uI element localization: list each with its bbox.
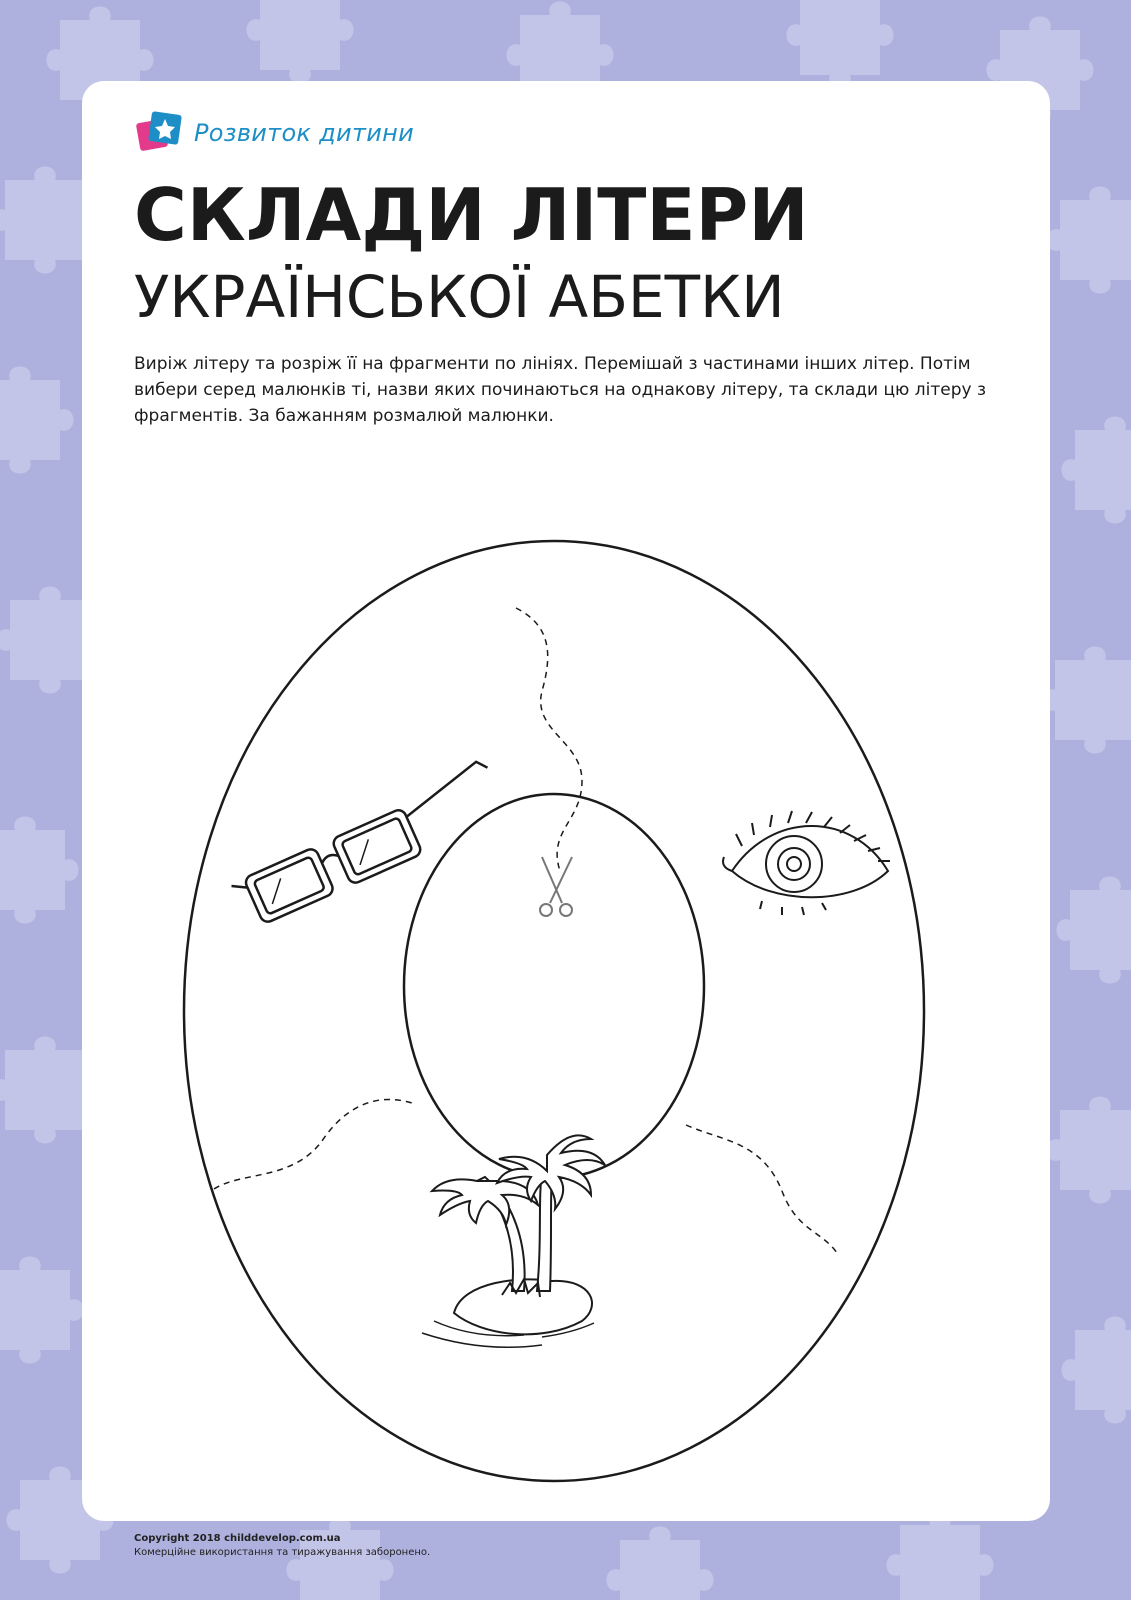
cut-lines bbox=[214, 608, 837, 1253]
letter-o-puzzle bbox=[82, 81, 1050, 1521]
page-title: СКЛАДИ ЛІТЕРИ bbox=[134, 173, 809, 257]
page-subtitle: УКРАЇНСЬКОЇ АБЕТКИ bbox=[134, 263, 785, 331]
island-icon bbox=[422, 1135, 605, 1347]
footer-copyright: Copyright 2018 childdevelop.com.ua bbox=[134, 1533, 341, 1544]
scissors-icon bbox=[540, 857, 572, 916]
footer-notice: Комерційне використання та тиражування заборонено. bbox=[134, 1547, 431, 1558]
glasses-icon bbox=[226, 759, 509, 930]
instructions-text: Виріж літеру та розріж її на фрагменти по лініях. Перемішай з частинами інших літер. Потім вибери серед малюнків ті, назви яких починаються на однакову літеру, та склади цю літеру з фрагментів. За бажанням розмалюй малюнки. bbox=[134, 354, 986, 426]
brand-name: Розвиток дитини bbox=[194, 119, 415, 147]
letter-inner-outline bbox=[404, 794, 704, 1178]
eye-icon bbox=[723, 811, 890, 915]
footer bbox=[134, 1532, 430, 1560]
worksheet-card bbox=[82, 81, 1050, 1521]
letter-outer-outline bbox=[184, 541, 924, 1481]
